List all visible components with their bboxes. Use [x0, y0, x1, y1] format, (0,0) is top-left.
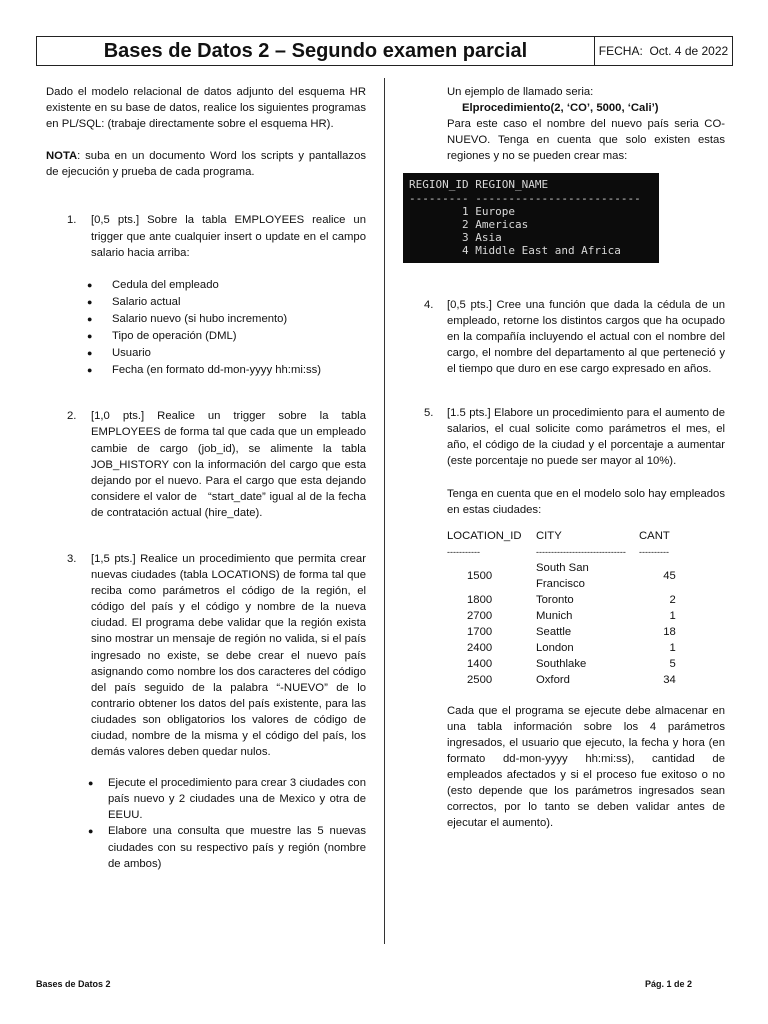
q1-bullet-list: [46, 277, 366, 379]
question-text: [0,5 pts.] Sobre la tabla EMPLOYEES realice un trigger que ante cualquier insert o update en el campo salario hacia arriba:: [91, 214, 366, 259]
terminal-separator: --------- -------------------------: [409, 191, 641, 205]
terminal-row: 2 Americas: [409, 218, 529, 232]
question-points: [1,5 pts.]: [91, 552, 136, 565]
table-row: 2700 Munich 1: [467, 609, 676, 622]
list-item: ● Tipo de operación (DML): [87, 330, 237, 343]
column-header: LOCATION_ID: [447, 529, 522, 542]
column-divider: [384, 78, 385, 944]
question-number: 1.: [67, 214, 77, 227]
question-text: [1,5 pts.] Realice un procedimiento que permita crear nuevas ciudades (tabla LOCATIONS) de forma tal que reciba como parámetros el código de la región, el código del país y el código y nombre de la nueva ciudad. El programa debe validar que la región exista sino mostrar un mensaje de región no valida, si el país ingresado no existe, se debe crear el nuevo país asignando como nombre los dos caracteres del código del país seguido de la palabra “-NUEVO” de lo contrario obtener los datos del país existente, para las ciudades son obligatorios los valores de código de ciudad, nombre de la misma y el código del país, los demás valores deben quedar nulos.: [91, 552, 366, 759]
right-column: [403, 84, 725, 831]
list-item: ● Salario actual: [87, 295, 181, 308]
list-item: ● Salario nuevo (si hubo incremento): [87, 312, 288, 325]
exam-title: Bases de Datos 2 – Segundo examen parcial: [37, 37, 595, 65]
table-row: 1700 Seattle 18: [467, 625, 676, 638]
terminal-row: 3 Asia: [409, 231, 502, 245]
question-number: 5.: [424, 407, 434, 420]
table-row: 2500 Oxford 34: [467, 673, 676, 686]
closing-paragraph: Cada que el programa se ejecute debe almacenar en una tabla información sobre los 4 parámetros ingresados, el usuario que ejecuto, la fecha y hora (en formato dd-mon-yyyy hh:mi:ss), cantidad de empleados afectados y si el proceso fue exitoso o no (esto depende que los parámetros ingresados sean correctos, por lo tanto se deben validar antes de ejecutar el aumento).: [447, 704, 725, 830]
q3-bullet-list: [46, 775, 366, 872]
note-paragraph: [46, 148, 366, 180]
example-intro: Un ejemplo de llamado seria:: [447, 86, 594, 98]
left-column: [46, 84, 366, 872]
question-points: [0,5 pts.]: [91, 214, 140, 227]
terminal-row: 1 Europe: [409, 204, 515, 218]
exam-date: [595, 37, 732, 65]
footer-course: Bases de Datos 2: [36, 979, 111, 989]
list-item: ● Cedula del empleado: [87, 278, 219, 291]
list-item: ● Elabore una consulta que muestre las 5 nuevas ciudades con su respectivo país y región (nombre de ambos): [88, 825, 366, 870]
cities-note: Tenga en cuenta que en el modelo solo hay empleados en estas ciudades:: [447, 487, 725, 516]
terminal-row: 4 Middle East and Africa: [409, 244, 621, 258]
question-points: [1,0 pts.]: [91, 410, 145, 423]
question-number: 3.: [67, 552, 77, 565]
date-label: FECHA:: [598, 44, 643, 58]
question-5: [403, 405, 725, 831]
question-text: [1.5 pts.] Elabore un procedimiento para el aumento de salarios, el cual solicite como parámetros el mes, el año, el código de la ciudad y el porcentaje a aumentar (este porcentaje no puede ser mayor al 10%).: [447, 407, 725, 468]
table-row: 2400 London 1: [467, 641, 676, 654]
intro-paragraph: Dado el modelo relacional de datos adjunto del esquema HR existente en su base de datos, realice los siguientes programas en PL/SQL: (trabaje directamente sobre el esquema HR).: [46, 86, 366, 131]
question-1: [46, 212, 366, 260]
note-label: NOTA: [46, 150, 78, 163]
list-item: ● Fecha (en formato dd-mon-yyyy hh:mi:ss): [87, 364, 322, 377]
table-row: 1800 Toronto 2: [467, 593, 676, 606]
footer-page-number: Pág. 1 de 2: [645, 979, 693, 989]
question-number: 4.: [424, 298, 434, 311]
exam-header: [36, 36, 733, 66]
table-row: 1400 Southlake 5: [467, 657, 676, 670]
example-call: Elprocedimiento(2, ‘CO’, 5000, ‘Cali’): [462, 102, 659, 115]
question-points: [0,5 pts.]: [447, 298, 492, 311]
example-text: Para este caso el nombre del nuevo país seria CO-NUEVO. Tenga en cuenta que solo existen estas regiones y no se pueden crear mas:: [447, 118, 725, 163]
question-text: [1,0 pts.] Realice un trigger sobre la tabla EMPLOYEES de forma tal que cada que un empleado cambie de cargo (job_id), se alimente la tabla JOB_HISTORY con la información del cargo que esta dejando por el nuevo. Para el cargo que esta dejando considere el valor de “start_date” igual al de la fecha de contratación actual (hire_date).: [91, 410, 366, 519]
list-item: ● Ejecute el procedimiento para crear 3 ciudades con país nuevo y 2 ciudades una de Mexico y otra de EEUU.: [88, 777, 366, 822]
question-3: [46, 551, 366, 760]
table-row: 1500 South San Francisco 45: [467, 561, 676, 590]
locations-table: [447, 528, 702, 688]
list-item: ● Usuario: [87, 347, 151, 360]
question-text: [0,5 pts.] Cree una función que dada la cédula de un empleado, retorne los distintos cargos que ha ocupado en la compañía incluyendo el actual con el nombre del cargo, el nombre del departamento al que perteneció y el tiempo que duro en ese cargo expresado en años.: [447, 298, 725, 376]
question-4: [403, 297, 725, 377]
column-header: CANT: [639, 529, 670, 542]
column-header: CITY: [536, 529, 562, 542]
table-header-row: [447, 528, 702, 544]
date-value: Oct. 4 de 2022: [649, 44, 729, 58]
terminal-header: REGION_ID REGION_NAME: [409, 178, 549, 192]
question-2: [46, 408, 366, 521]
table-separator-row: ----------- ------------------------------ ----------: [447, 546, 669, 557]
question-points: [1.5 pts.]: [447, 407, 491, 420]
note-text: : suba en un documento Word los scripts y pantallazos de ejecución y prueba de cada programa.: [46, 150, 366, 179]
regions-terminal: [403, 173, 659, 262]
question-number: 2.: [67, 410, 77, 423]
